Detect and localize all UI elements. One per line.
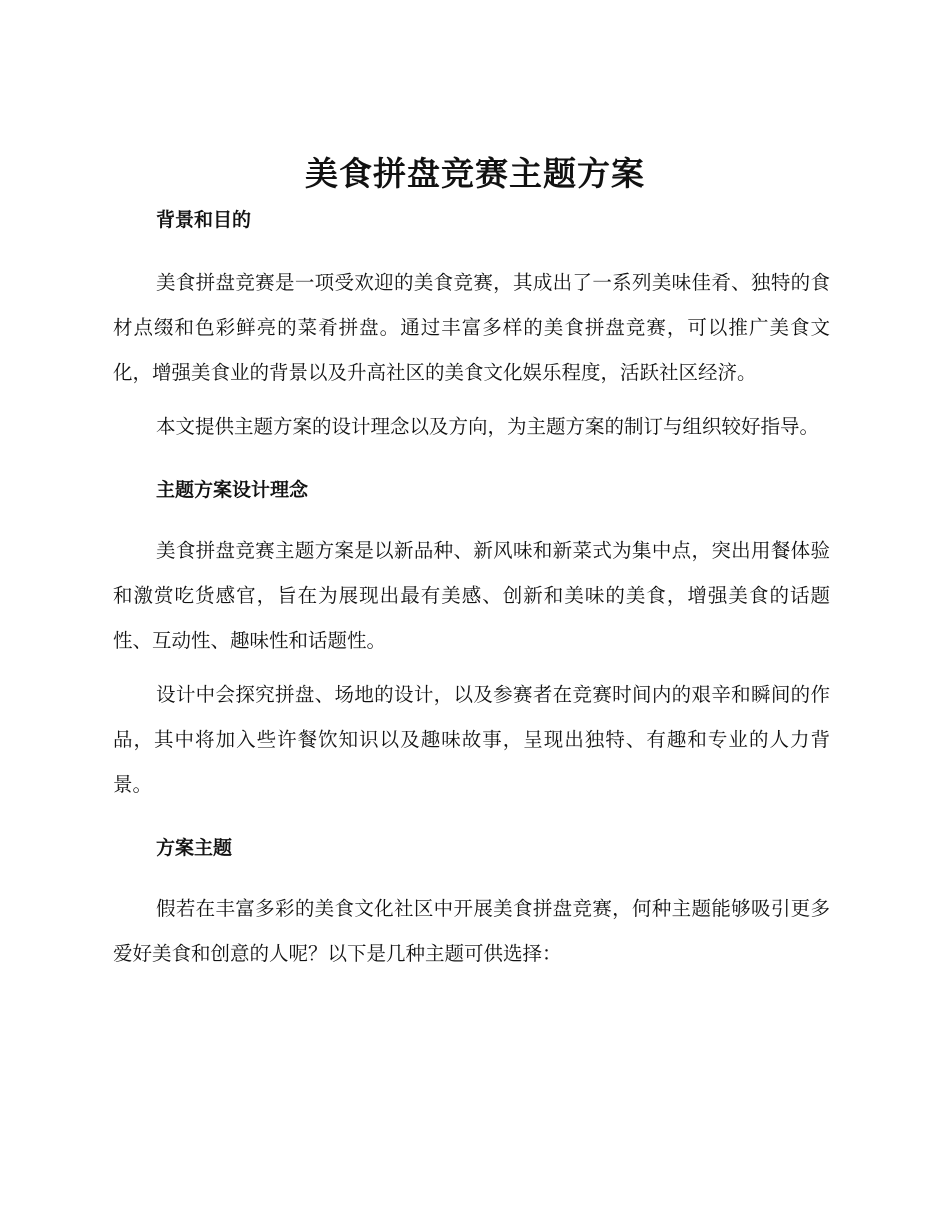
document-body	[113, 205, 830, 976]
section-heading-design-concept: 主题方案设计理念	[156, 479, 309, 501]
paragraph-theme-1: 假若在丰富多彩的美食文化社区中开展美食拼盘竞赛，何种主题能够吸引更多爱好美食和创意的人呢？以下是几种主题可供选择：	[113, 897, 830, 965]
paragraph-design-concept-1: 美食拼盘竞赛主题方案是以新品种、新风味和新菜式为集中点，突出用餐体验和激赏吃货感官，旨在为展现出最有美感、创新和美味的美食，增强美食的话题性、互动性、趣味性和话题性。	[113, 539, 830, 652]
document-title: 美食拼盘竞赛主题方案	[305, 154, 645, 193]
paragraph-design-concept-2: 设计中会探究拼盘、场地的设计，以及参赛者在竞赛时间内的艰辛和瞬间的作品，其中将加入些许餐饮知识以及趣味故事，呈现出独特、有趣和专业的人力背景。	[113, 683, 830, 796]
paragraph-background-2: 本文提供主题方案的设计理念以及方向，为主题方案的制订与组织较好指导。	[156, 415, 820, 438]
paragraph-background-1: 美食拼盘竞赛是一项受欢迎的美食竞赛，其成出了一系列美味佳肴、独特的食材点缀和色彩鲜亮的菜肴拼盘。通过丰富多样的美食拼盘竞赛，可以推广美食文化，增强美食业的背景以及升高社区的美食文化娱乐程度，活跃社区经济。	[113, 271, 830, 384]
section-heading-theme: 方案主题	[156, 837, 233, 859]
section-heading-background: 背景和目的	[156, 209, 252, 231]
